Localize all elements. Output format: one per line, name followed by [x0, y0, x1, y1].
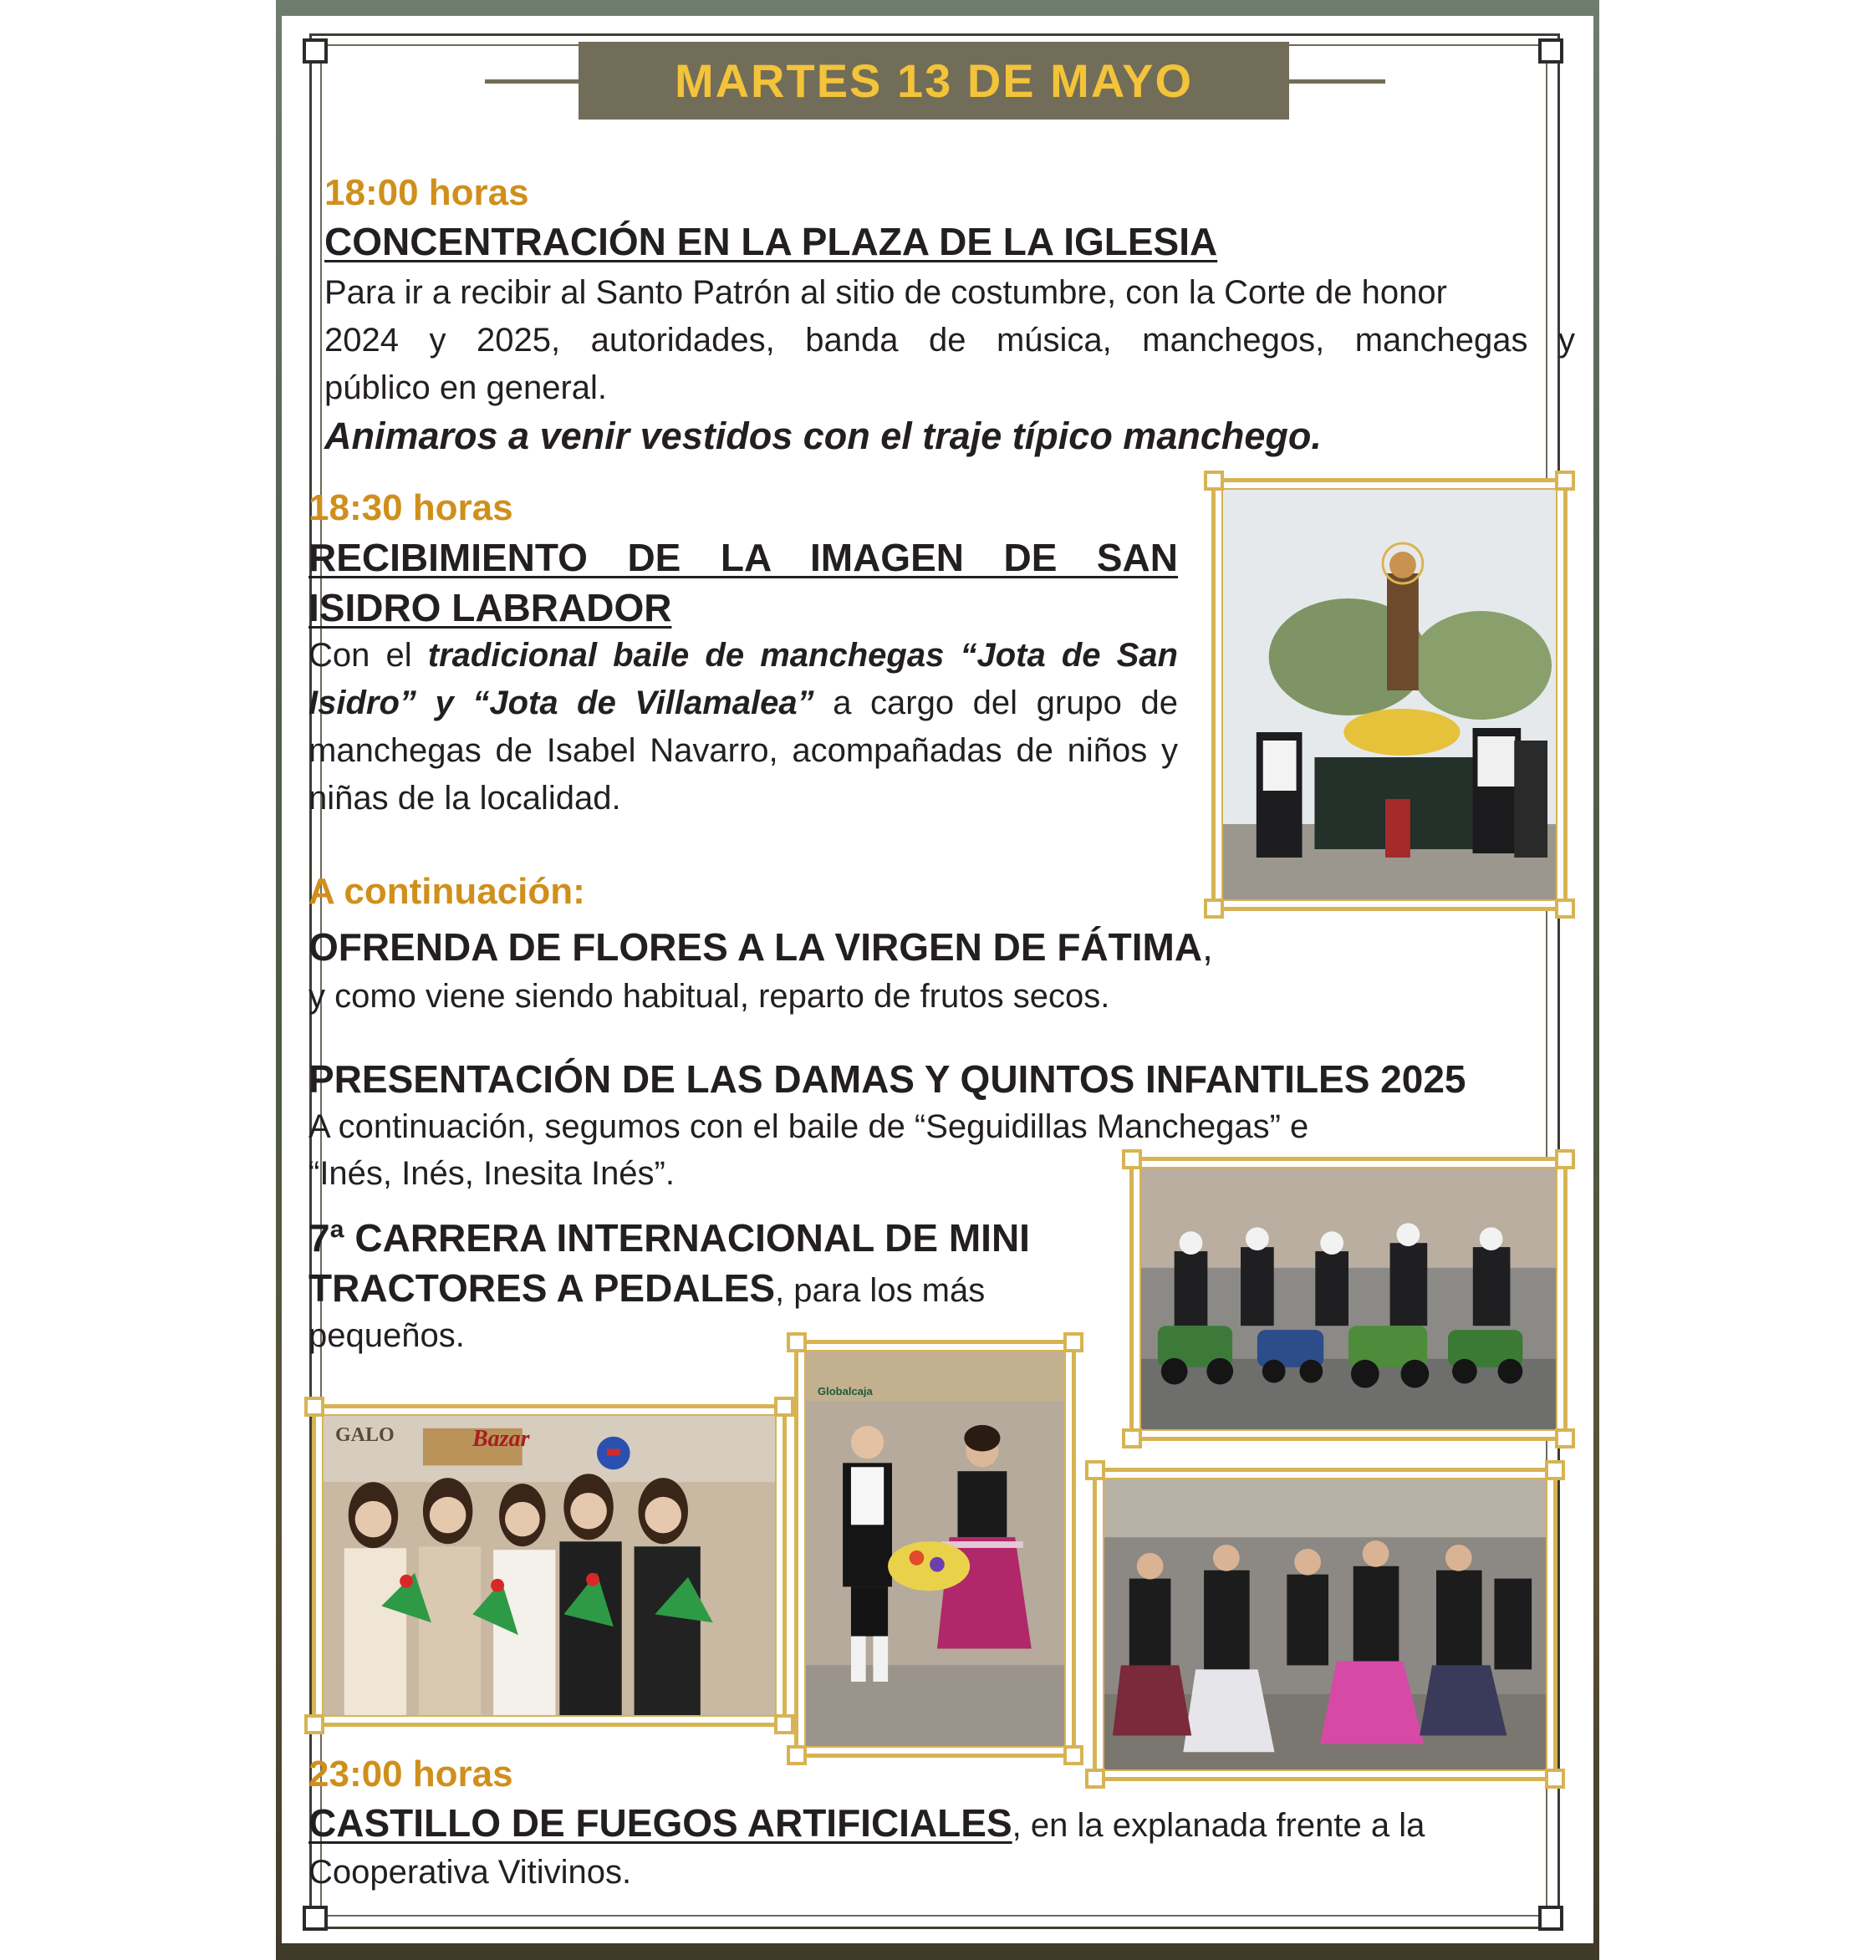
photo-ornament	[774, 1714, 794, 1734]
event5-heading-line1: 7ª CARRERA INTERNACIONAL DE MINI	[308, 1216, 1030, 1260]
photo-ornament	[1122, 1149, 1142, 1169]
event2-body-pre: Con el	[308, 637, 428, 674]
event1-time: 18:00 horas	[324, 172, 529, 213]
photo-ornament	[1545, 1460, 1565, 1480]
title-banner	[579, 42, 1289, 120]
photo-ornament	[787, 1332, 807, 1352]
photo-dance	[1093, 1468, 1557, 1781]
photo-ornament	[1063, 1745, 1083, 1765]
event4-heading: PRESENTACIÓN DE LAS DAMAS Y QUINTOS INFANTILES 2025	[308, 1057, 1466, 1101]
event3-body: y como viene siendo habitual, reparto de frutos secos.	[308, 978, 1110, 1015]
photo-ornament	[1122, 1428, 1142, 1448]
photo-ornament	[1204, 899, 1224, 919]
photo-ornament	[1555, 1428, 1575, 1448]
event6-heading-row	[308, 1800, 1425, 1845]
photo-ornament	[774, 1397, 794, 1417]
event4-line2: “Inés, Inés, Inesita Inés”.	[308, 1155, 675, 1192]
photo-ornament	[1555, 1149, 1575, 1169]
event5-line3: pequeños.	[308, 1317, 465, 1354]
event3-heading: OFRENDA DE FLORES A LA VIRGEN DE FÁTIMA	[308, 925, 1203, 969]
photo-ornament	[1085, 1769, 1105, 1789]
title-rule-left	[485, 79, 579, 84]
event1-line3: público en general.	[324, 369, 608, 406]
photo-ornament	[787, 1745, 807, 1765]
event1-line2: 2024 y 2025, autoridades, banda de música, manchegos, manchegas y	[324, 322, 1575, 359]
event6-heading: CASTILLO DE FUEGOS ARTIFICIALES	[308, 1801, 1012, 1845]
event2-time: 18:30 horas	[308, 487, 513, 528]
corner-ornament-tr	[1538, 38, 1563, 64]
event3-heading-row	[308, 924, 1213, 970]
event1-note: Animaros a venir vestidos con el traje típico manchego.	[324, 415, 1322, 457]
photo-sign-galo: GALO	[335, 1424, 395, 1446]
event2-body	[308, 632, 1178, 822]
event4-line1: A continuación, segumos con el baile de “Seguidillas Manchegas” e	[308, 1108, 1309, 1145]
photo-couple	[794, 1340, 1076, 1758]
corner-ornament-br	[1538, 1906, 1563, 1931]
event2-heading-line1: RECIBIMIENTO DE LA IMAGEN DE SAN	[308, 536, 1178, 579]
photo-sign-bank: Globalcaja	[818, 1385, 873, 1397]
event1-heading: CONCENTRACIÓN EN LA PLAZA DE LA IGLESIA	[324, 220, 1218, 263]
event5-tail: , para los más	[775, 1272, 986, 1309]
photo-damas-image	[322, 1414, 777, 1717]
photo-ornament	[1204, 471, 1224, 491]
event1-line1: Para ir a recibir al Santo Patrón al sitio de costumbre, con la Corte de honor	[324, 274, 1447, 311]
photo-procession-image	[1221, 488, 1557, 901]
event2-body-bold: tradicional baile de manchegas “Jota de San Isidro” y “Jota de Villamalea”	[308, 637, 1178, 721]
photo-procession	[1211, 478, 1568, 911]
corner-ornament-bl	[303, 1906, 328, 1931]
event2-body-post: a cargo del grupo de manchegas de Isabel Navarro, acompañadas de niños y niñas de la localidad.	[308, 685, 1178, 817]
photo-damas	[312, 1404, 787, 1727]
event6-line2: Cooperativa Vitivinos.	[308, 1854, 632, 1891]
corner-ornament-tl	[303, 38, 328, 64]
page-title: MARTES 13 DE MAYO	[674, 54, 1194, 107]
title-rule-right	[1289, 79, 1385, 84]
event6-time: 23:00 horas	[308, 1754, 513, 1795]
photo-sign-bazar: Bazar	[472, 1426, 530, 1452]
event2-heading-line2: ISIDRO LABRADOR	[308, 586, 672, 629]
photo-ornament	[1545, 1769, 1565, 1789]
photo-dance-image	[1103, 1478, 1547, 1771]
event3-heading-tail: ,	[1202, 925, 1213, 969]
event6-tail: , en la explanada frente a la	[1012, 1807, 1425, 1844]
event3-time: A continuación:	[308, 871, 585, 912]
photo-ornament	[1085, 1460, 1105, 1480]
photo-ornament	[1555, 899, 1575, 919]
photo-ornament	[1555, 471, 1575, 491]
event5-heading-row2	[308, 1265, 985, 1311]
photo-ornament	[304, 1397, 324, 1417]
photo-ornament	[1063, 1332, 1083, 1352]
photo-mini-tractors	[1129, 1157, 1568, 1441]
photo-ornament	[304, 1714, 324, 1734]
event5-heading-line2: TRACTORES A PEDALES	[308, 1266, 776, 1310]
photo-couple-image	[804, 1350, 1066, 1748]
photo-mini-tractors-image	[1139, 1167, 1557, 1431]
